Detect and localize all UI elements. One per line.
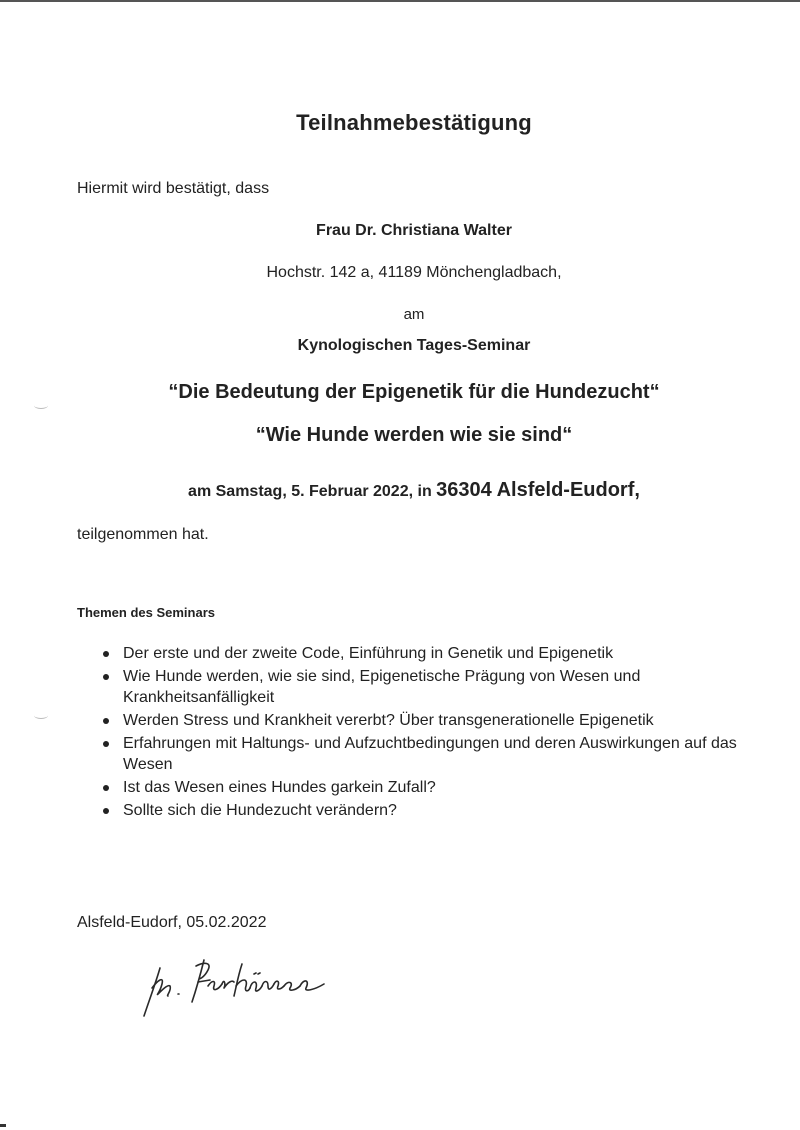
seminar-title: “Die Bedeutung der Epigenetik für die Hundezucht“ <box>168 381 660 403</box>
scan-corner-mark <box>0 1124 6 1127</box>
handwritten-signature <box>138 950 338 1025</box>
seminar-date-line <box>0 479 800 502</box>
am-text: am <box>403 306 425 323</box>
intro-text: Hiermit wird bestätigt, dass <box>77 180 270 197</box>
document-title: Teilnahmebestätigung <box>296 110 532 135</box>
top-border-line <box>0 0 800 2</box>
topic-item: Werden Stress und Krankheit vererbt? Über transgenerationelle Epigenetik <box>100 710 780 731</box>
topic-item: Sollte sich die Hundezucht verändern? <box>100 800 780 821</box>
seminar-type: Kynologischen Tages-Seminar <box>297 337 531 354</box>
seminar-subtitle: “Wie Hunde werden wie sie sind“ <box>255 424 573 446</box>
topic-item: Erfahrungen mit Haltungs- und Aufzuchtbedingungen und deren Auswirkungen auf das Wesen <box>100 733 780 775</box>
topic-item: Der erste und der zweite Code, Einführung in Genetik und Epigenetik <box>100 643 780 664</box>
topic-item: Wie Hunde werden, wie sie sind, Epigenetische Prägung von Wesen und Krankheitsanfälligkeit <box>100 666 780 708</box>
seminar-date: am Samstag, 5. Februar 2022, in <box>188 483 432 500</box>
topic-item: Ist das Wesen eines Hundes garkein Zufall? <box>100 777 780 798</box>
seminar-place: 36304 Alsfeld-Eudorf, <box>436 479 640 501</box>
participated-text: teilgenommen hat. <box>77 526 209 543</box>
punch-hole-mark <box>34 712 48 719</box>
place-and-date: Alsfeld-Eudorf, 05.02.2022 <box>77 914 267 931</box>
topics-list <box>100 643 780 823</box>
participant-address: Hochstr. 142 a, 41189 Mönchengladbach, <box>266 264 562 281</box>
participant-name: Frau Dr. Christiana Walter <box>316 222 512 239</box>
topics-heading: Themen des Seminars <box>77 605 215 620</box>
